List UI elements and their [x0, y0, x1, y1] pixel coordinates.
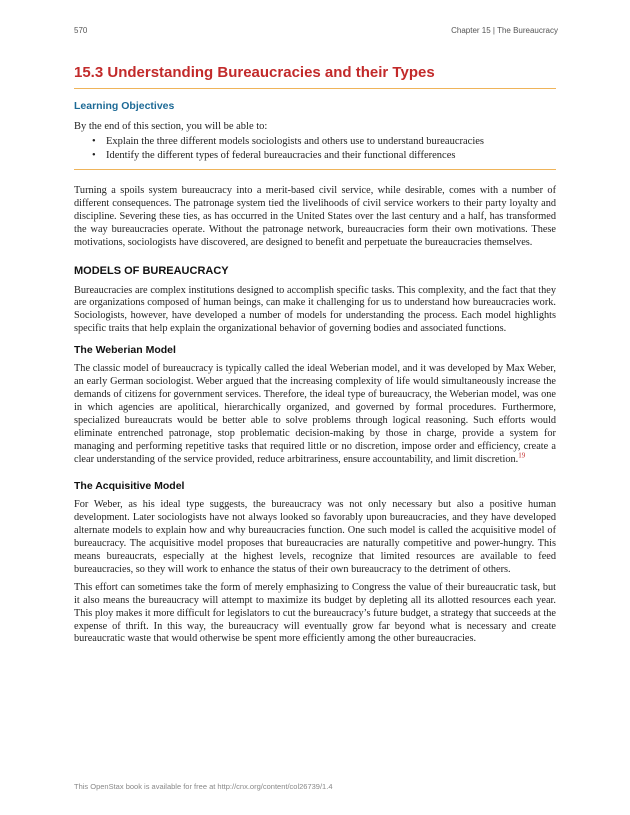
objective-text: Identify the different types of federal bureaucracies and their functional differences: [106, 149, 456, 161]
intro-paragraph: Turning a spoils system bureaucracy into a merit-based civil service, while desirable, comes with a number of different consequences. The patronage system tied the livelihoods of civil service workers to their party loyalty and discipline. Severing these ties, as has occurred in the United States over the last century and a half, has transformed the way bureaucracies operate. Without the patronage network, bureaucracies form their own motivations. These motivations, sociologists have discovered, are designed to benefit and perpetuate the bureaucracies themselves.: [74, 185, 556, 248]
footer-note: This OpenStax book is available for free at http://cnx.org/content/col26739/1.4: [74, 782, 333, 791]
bullet-icon: •: [92, 136, 96, 147]
running-head: Chapter 15 | The Bureaucracy: [451, 26, 558, 35]
page-content: [74, 63, 556, 646]
acquisitive-paragraph-2: This effort can sometimes take the form of merely emphasizing to Congress the value of their bureaucratic task, but it also means the bureaucracy will attempt to maximize its budget by depleting all its allotted resources each year. This ploy makes it more difficult for legislators to cut the bureaucracy’s future budget, a strategy that succeeds at the expense of thrift. In this way, the bureaucracy will eventually grow far beyond what is necessary and create bureaucratic waste that would otherwise be spent more efficiently among the other bureaucracies.: [74, 581, 556, 645]
learning-objectives-title: Learning Objectives: [74, 100, 175, 112]
acquisitive-paragraph-1: For Weber, as his ideal type suggests, the bureaucracy was not only necessary but also a positive human development. Later sociologists have not always looked so favorably upon bureaucracies, and they have developed alternate models to explain how and why bureaucracies function. One such model is called the acquisitive model of bureaucracy. The acquisitive model proposes that bureaucracies are naturally competitive and power-hungry. This means bureaucrats, especially at the highest levels, recognize that limited resources are available to feed bureaucracies, so they will work to enhance the status of their own bureaucracy to the detriment of others.: [74, 499, 556, 575]
learning-objectives-list: [74, 135, 556, 162]
list-item: [92, 149, 556, 163]
weberian-heading: The Weberian Model: [74, 344, 176, 357]
list-item: [92, 135, 556, 149]
weberian-paragraph: [74, 363, 556, 466]
models-heading: MODELS OF BUREAUCRACY: [74, 264, 229, 277]
footnote-link[interactable]: 19: [518, 451, 526, 460]
objective-text: Explain the three different models sociologists and others use to understand bureaucracies: [106, 136, 484, 147]
bullet-icon: •: [92, 149, 96, 161]
weberian-text: The classic model of bureaucracy is typically called the ideal Weberian model, and it was developed by Max Weber, an early German sociologist. Weber argued that the increasing complexity of life would simultaneously increase the demands of citizens for government services. Therefore, the ideal type of bureaucracy, the Weberian model, was one in which agencies are apolitical, hierarchically organized, and governed by formal procedures. Furthermore, specialized bureaucrats would be better able to solve problems through logical reasoning. Such efforts would eliminate entrenched patronage, stop problematic decision-making by those in charge, provide a system for managing and performing repetitive tasks that required little or no discretion, impose order and efficiency, create a clear understanding of the service provided, reduce arbitrariness, ensure accountability, and limit discretion.: [74, 363, 556, 465]
section-title: 15.3 Understanding Bureaucracies and their Types: [74, 64, 435, 81]
title-divider: [74, 88, 556, 89]
objectives-divider: [74, 169, 556, 170]
page-number: 570: [74, 26, 88, 35]
models-paragraph: Bureaucracies are complex institutions designed to accomplish specific tasks. This complexity, and the fact that they are organizations composed of human beings, can make it challenging for us to understand how bureaucracies work. Sociologists, however, have developed a number of models for understanding the process. Each model highlights specific traits that help explain the organizational behavior of governing bodies and associated functions.: [74, 284, 556, 335]
acquisitive-heading: The Acquisitive Model: [74, 480, 185, 493]
learning-objectives-intro: By the end of this section, you will be able to:: [74, 121, 268, 132]
